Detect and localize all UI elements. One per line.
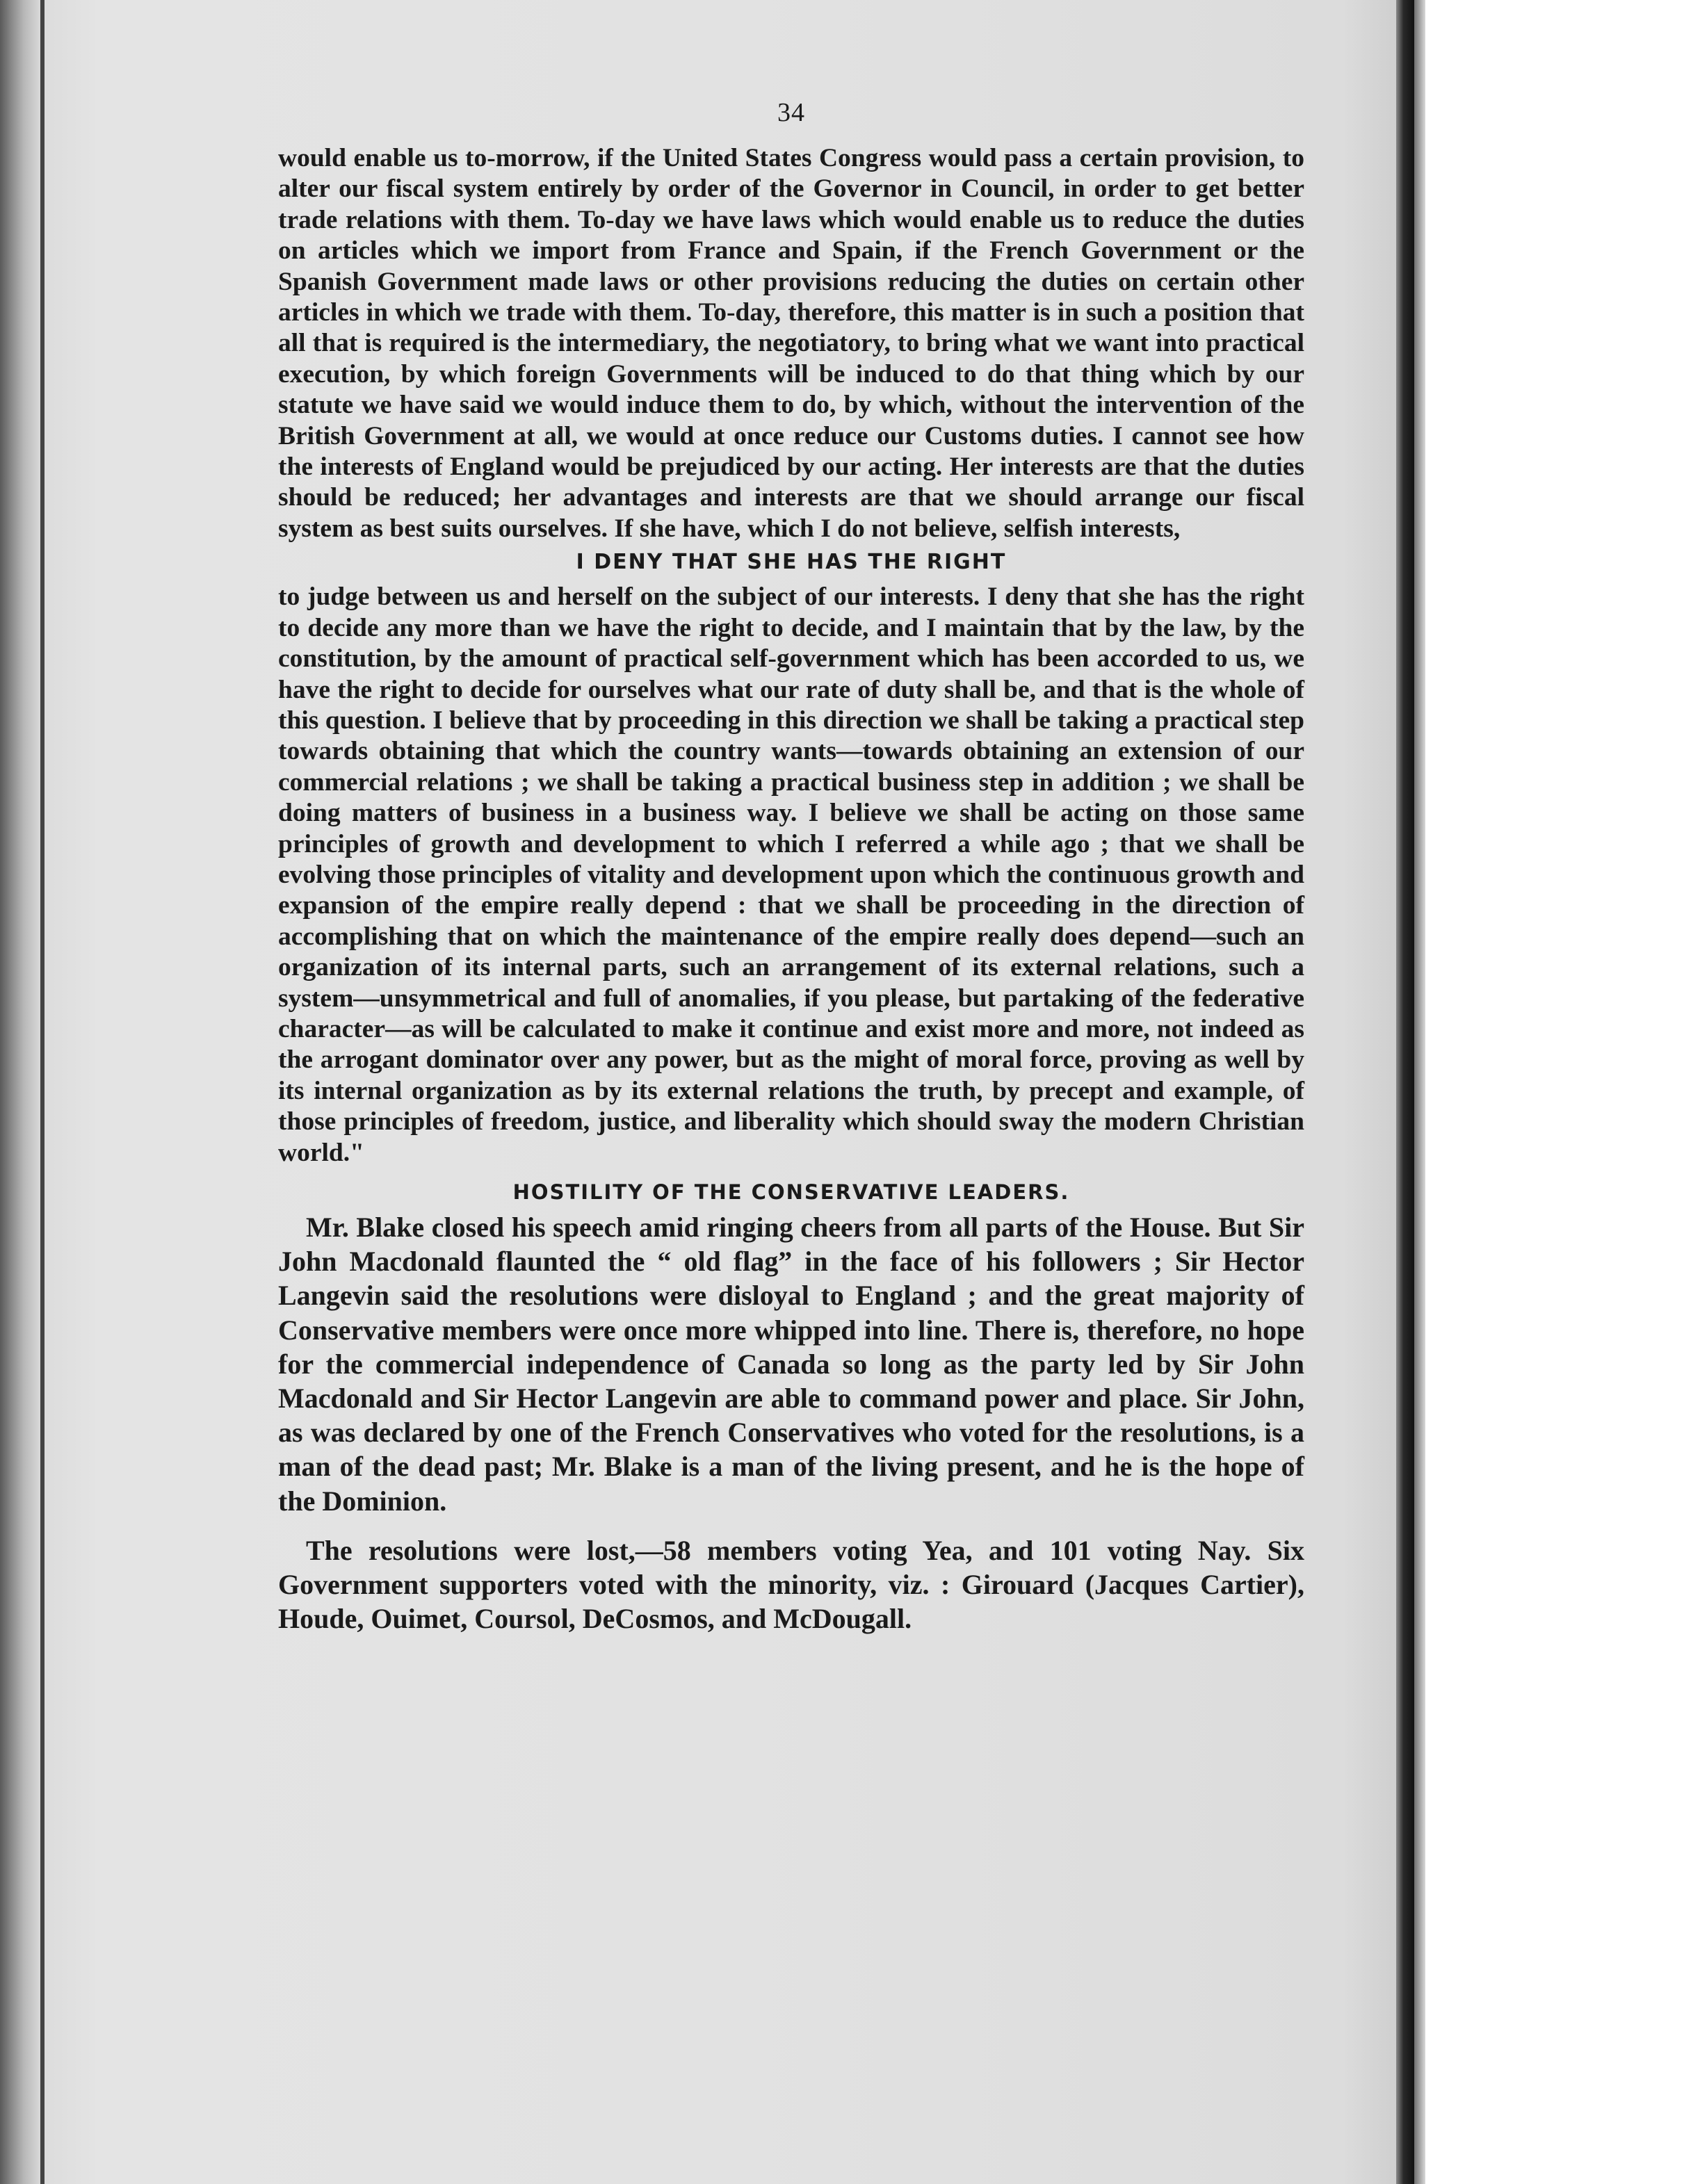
sheet-right-edge-shadow	[1414, 0, 1425, 2184]
paragraph-gap	[278, 1518, 1304, 1533]
paragraph-resolutions-lost: The resolutions were lost,—58 members voting Yea, and 101 voting Nay. Six Government supporters voted with the minority, viz. : Girouard (Jacques Cartier), Houde, Ouimet, Coursol, DeCosmos, and McDougall.	[278, 1534, 1304, 1635]
paragraph-deny-right: to judge between us and herself on the subject of our interests. I deny that she has the right to decide any more than we have the right to decide, and I maintain that by the law, by the constitution, by the amount of practical self-government which has been accorded to us, we have the right to decide for ourselves what our rate of duty shall be, and that is the whole of this question. I believe that by proceeding in this direction we shall be taking a practical step towards obtaining that which the country wants—towards obtaining an extension of our commercial relations ; we shall be taking a practical business step in addition ; we shall be doing matters of business in a business way. I believe we shall be acting on those same principles of growth and development to which I referred a while ago ; that we shall be evolving those principles of vitality and development upon which the continuous growth and expansion of the empire really depend : that we shall be proceeding in the direction of accomplishing that on which the maintenance of the empire really does depend—such an organization of its internal parts, such an arrangement of its external relations, such a system—unsymmetrical and full of anomalies, if you please, but partaking of the federative character—as will be calculated to make it continue and exist more and more, not indeed as the arrogant dominator over any power, but as the might of moral force, proving as well by its internal organization as by its external relations the truth, by precept and example, of those principles of freedom, justice, and liberality which should sway the modern Christian world."	[278, 582, 1304, 1167]
paragraph-blake-closed: Mr. Blake closed his speech amid ringing cheers from all parts of the House. But Sir John Macdonald flaunted the “ old flag” in the face of his followers ; Sir Hector Langevin said the resolutions were disloyal to England ; and the great majority of Conservative members were once more whipped into line. There is, therefore, no hope for the commercial independence of Canada so long as the party led by Sir John Macdonald and Sir Hector Langevin are able to command power and place. Sir John, as was declared by one of the French Conservatives who voted for the resolutions, is a man of the dead past; Mr. Blake is a man of the living present, and he is the hope of the Dominion.	[278, 1212, 1304, 1517]
inline-heading-deny-right: I DENY THAT SHE HAS THE RIGHT	[576, 550, 1007, 575]
page-number: 34	[777, 98, 805, 127]
binding-gutter	[0, 0, 40, 2184]
page-content	[278, 97, 1304, 1636]
right-margin	[1425, 0, 1684, 2184]
paragraph-continuation: would enable us to-morrow, if the United States Congress would pass a certain provision, to alter our fiscal system entirely by order of the Governor in Council, in order to get better trade relations with them. To-day we have laws which would enable us to reduce the duties on articles which we import from France and Spain, if the French Government or the Spanish Government made laws or other provisions reducing the duties on certain other articles in which we trade with them. To-day, therefore, this matter is in such a position that all that is required is the intermediary, the negotiatory, to bring what we want into practical execution, by which foreign Governments will be induced to do that thing which by our statute we have said we would induce them to do, by which, without the intervention of the British Government at all, we would at once reduce our Customs duties. I cannot see how the interests of England would be prejudiced by our acting. Her interests are that the duties should be reduced; her advantages and interests are that we should arrange our fiscal system as best suits ourselves. If she have, which I do not believe, selfish interests,	[278, 144, 1304, 543]
section-heading-hostility: HOSTILITY OF THE CONSERVATIVE LEADERS.	[512, 1180, 1070, 1204]
sheet-right-edge	[1396, 0, 1414, 2184]
